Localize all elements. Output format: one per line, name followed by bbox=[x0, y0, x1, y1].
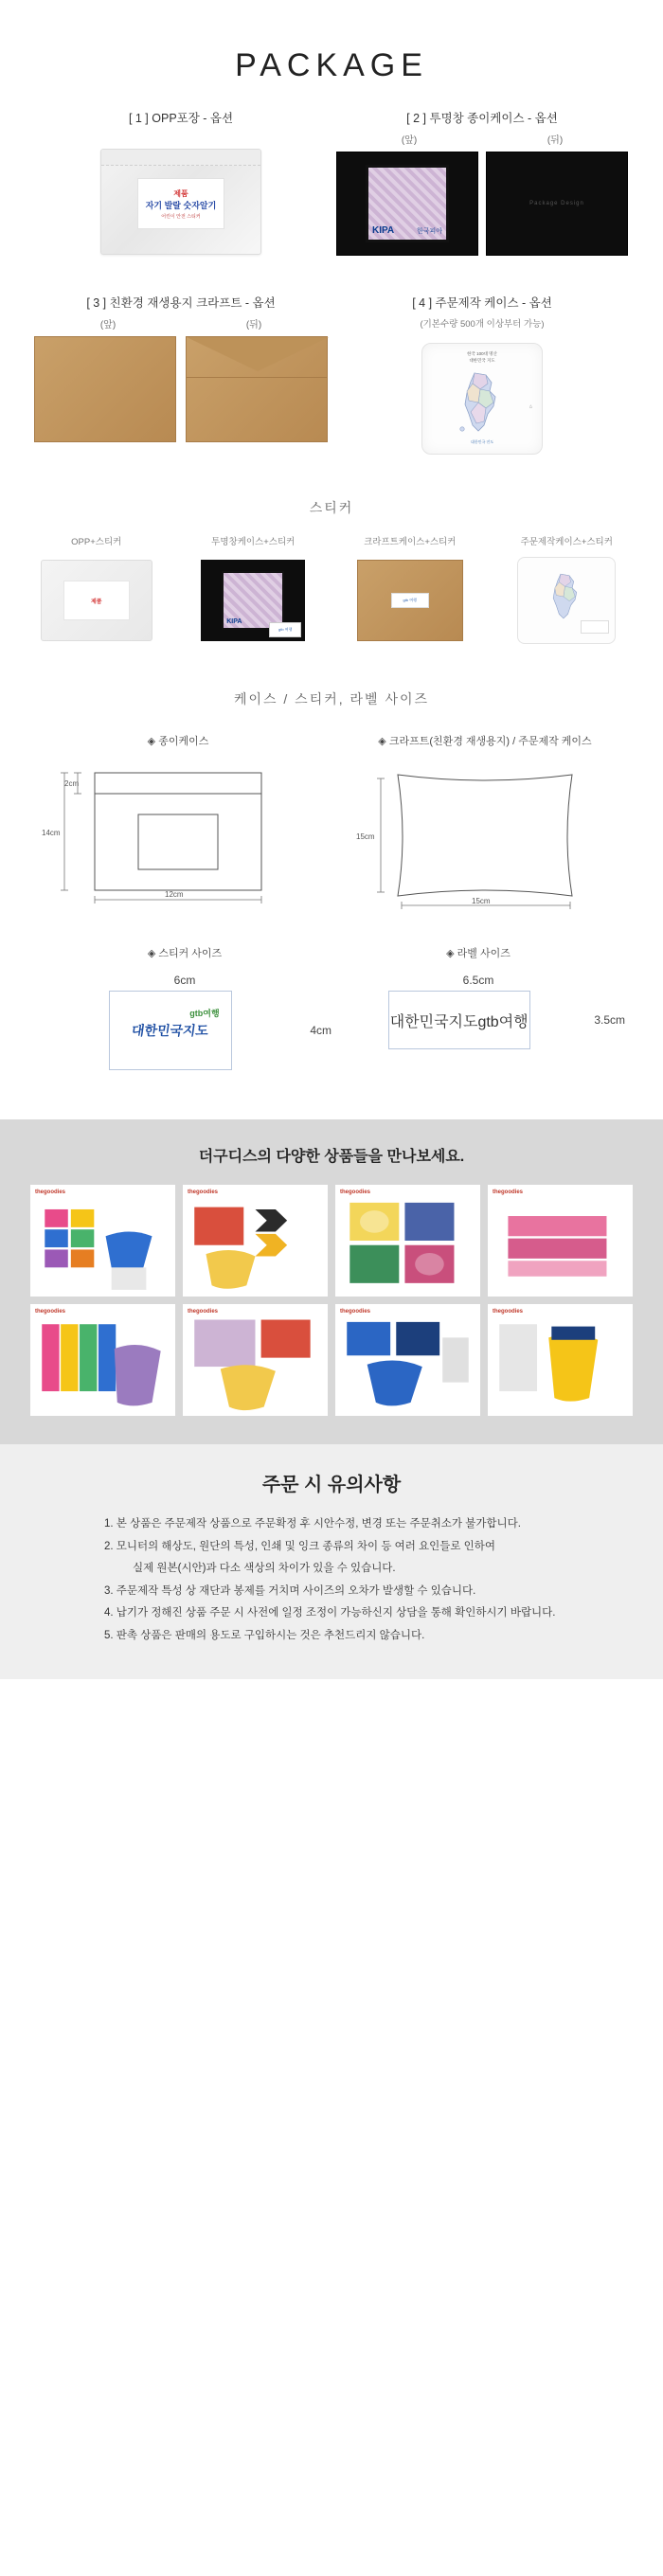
label-width-value: 6.5cm bbox=[462, 974, 494, 987]
label-preview bbox=[388, 991, 530, 1049]
sticker-label-size-row bbox=[0, 945, 663, 1070]
opp-sticker-line3: 어린이 안전 스티커 bbox=[161, 213, 201, 220]
sticker-thumb-opp-image bbox=[41, 560, 152, 641]
gallery-brand-tag: thegoodies bbox=[35, 1309, 66, 1315]
sticker-thumb-paper bbox=[180, 534, 328, 646]
notice-item-text: 납기가 정해진 상품 주문 시 사전에 일정 조정이 가능하신지 상담을 통해 확인하시기 바랍니다. bbox=[116, 1607, 556, 1619]
notice-item-number: 1. bbox=[104, 1518, 114, 1530]
package-item-3 bbox=[30, 294, 332, 455]
custom-pouch-image bbox=[421, 343, 543, 455]
transparent-window bbox=[366, 165, 449, 242]
notice-item bbox=[104, 1581, 597, 1603]
sticker-thumb-kraft-label: gtb 여행 bbox=[391, 593, 429, 608]
korea-map-graphic bbox=[454, 370, 511, 435]
svg-text:12cm: 12cm bbox=[165, 890, 184, 899]
package-row-1 bbox=[0, 109, 663, 256]
sticker-brand-text: gtb여행 bbox=[189, 1009, 220, 1018]
gallery-item-arrow-pattern-bandana[interactable] bbox=[183, 1185, 328, 1297]
sticker-preview bbox=[109, 991, 232, 1070]
kraft-case-back-image bbox=[186, 336, 328, 442]
notice-list bbox=[66, 1513, 597, 1647]
notice-item-text: 주문제작 특성 상 재단과 봉제를 거치며 사이즈의 오차가 발생할 수 있습니다. bbox=[116, 1584, 476, 1597]
gallery-item-purple-bandana-set[interactable] bbox=[30, 1304, 175, 1416]
sticker-thumb-custom-caption: 주문제작케이스+스티커 bbox=[520, 537, 613, 547]
gallery-item-art-print-squares[interactable] bbox=[335, 1185, 480, 1297]
gallery-brand-tag: thegoodies bbox=[493, 1190, 524, 1195]
sticker-section-title: 스티커 bbox=[309, 500, 354, 515]
gallery-item-yellow-bandana-mannequin[interactable] bbox=[488, 1304, 633, 1416]
opp-bag-image bbox=[100, 149, 261, 255]
paper-case-back-image bbox=[486, 152, 628, 256]
package-item-3-front-label: (앞) bbox=[99, 320, 116, 331]
notice-item bbox=[104, 1536, 597, 1581]
sticker-thumb-paper-label: gtb 여행 bbox=[269, 622, 301, 637]
gallery-item-pink-folded-scarf[interactable] bbox=[488, 1185, 633, 1297]
sticker-thumb-kraft-image bbox=[357, 560, 463, 641]
sticker-thumb-kipa-text: KIPA bbox=[226, 618, 242, 625]
korea-map-graphic-small bbox=[545, 571, 588, 622]
notice-item-number: 2. bbox=[104, 1540, 114, 1552]
pouch-bottom-text: 대한민국 전도 bbox=[470, 439, 494, 444]
notice-item bbox=[104, 1602, 597, 1625]
size-section-title: 케이스 / 스티커, 라벨 사이즈 bbox=[233, 691, 430, 707]
pouch-caption: 한국 100대 명산 대한민국 지도 bbox=[467, 351, 497, 363]
package-item-2-front-label: (앞) bbox=[401, 135, 418, 146]
gallery-item-blue-korea-bandana[interactable] bbox=[335, 1304, 480, 1416]
package-item-1 bbox=[30, 109, 332, 256]
sticker-thumb-paper-caption: 투명창케이스+스티커 bbox=[211, 537, 296, 547]
gallery-item-color-swatch-squares[interactable] bbox=[30, 1185, 175, 1297]
label-size-heading: ◈ 라벨 사이즈 bbox=[446, 948, 511, 959]
gallery-grid bbox=[30, 1185, 633, 1416]
gallery-title: 더구디스의 다양한 상품들을 만나보세요. bbox=[198, 1149, 465, 1165]
svg-text:15cm: 15cm bbox=[356, 832, 375, 841]
gallery-item-traditional-pattern-scarf[interactable] bbox=[183, 1304, 328, 1416]
opp-sticker-line2: 자기 발랄 숫자알기 bbox=[145, 200, 217, 210]
sticker-thumb-custom bbox=[493, 534, 641, 646]
package-item-4 bbox=[332, 294, 633, 455]
gallery-brand-tag: thegoodies bbox=[340, 1190, 371, 1195]
sticker-thumb-window bbox=[222, 571, 284, 630]
notice-item-number: 5. bbox=[104, 1629, 114, 1641]
svg-text:14cm: 14cm bbox=[42, 829, 61, 837]
sticker-thumb-opp-caption: OPP+스티커 bbox=[71, 537, 122, 547]
gallery-brand-tag: thegoodies bbox=[340, 1309, 371, 1315]
paper-case-size-heading: ◈ 종이케이스 bbox=[147, 736, 209, 747]
sticker-thumb-custom-image bbox=[517, 557, 616, 644]
page-title: PACKAGE bbox=[235, 47, 428, 83]
kraft-case-size-block bbox=[332, 733, 638, 913]
notice-item-text: 본 상품은 주문제작 상품으로 주문확정 후 시안수정, 변경 또는 주문취소가 불가합니다. bbox=[116, 1518, 521, 1530]
sticker-thumbnail-grid bbox=[0, 534, 663, 646]
opp-sticker-line1: 제품 bbox=[173, 188, 188, 198]
notice-item-number: 3. bbox=[104, 1584, 114, 1597]
sticker-thumb-kraft bbox=[336, 534, 484, 646]
product-gallery-section bbox=[0, 1119, 663, 1444]
package-row-2 bbox=[0, 294, 663, 455]
package-item-4-note: (기본수량 500개 이상부터 가능) bbox=[420, 319, 545, 330]
notice-item-number: 4. bbox=[104, 1607, 114, 1619]
package-item-2 bbox=[332, 109, 633, 256]
sticker-size-block bbox=[38, 945, 332, 1070]
notice-item-text: 모니터의 해상도, 원단의 특성, 인쇄 및 잉크 종류의 차이 등 여러 요인들로 인하여 bbox=[116, 1540, 496, 1552]
paper-case-front-image bbox=[336, 152, 478, 256]
package-item-2-label: [ 2 ] 투명창 종이케이스 - 옵션 bbox=[406, 112, 558, 125]
svg-text:15cm: 15cm bbox=[472, 897, 491, 905]
kraft-case-size-heading: ◈ 크라프트(친환경 재생용지) / 주문제작 케이스 bbox=[378, 736, 592, 747]
sticker-size-heading: ◈ 스티커 사이즈 bbox=[147, 948, 223, 959]
kraft-case-front-image bbox=[34, 336, 176, 442]
pouch-side-tag: △ bbox=[529, 402, 532, 408]
gallery-brand-tag: thegoodies bbox=[188, 1309, 219, 1315]
svg-text:2cm: 2cm bbox=[64, 779, 80, 788]
kipa-brand-kr-text: 한국피아 bbox=[416, 228, 442, 235]
package-item-3-back-label: (뒤) bbox=[245, 320, 262, 331]
sticker-thumb-opp-inner-text: 제품 bbox=[63, 581, 130, 620]
gallery-brand-tag: thegoodies bbox=[188, 1190, 219, 1195]
notice-title: 주문 시 유의사항 bbox=[261, 1475, 402, 1495]
kraft-case-diagram bbox=[343, 761, 627, 913]
kipa-brand-text: KIPA bbox=[372, 225, 395, 236]
gallery-brand-tag: thegoodies bbox=[493, 1309, 524, 1315]
paper-case-size-block bbox=[25, 733, 332, 913]
package-item-2-back-label: (뒤) bbox=[547, 135, 564, 146]
package-item-4-label: [ 4 ] 주문제작 케이스 - 옵션 bbox=[412, 296, 552, 310]
opp-sticker bbox=[137, 178, 224, 229]
sticker-thumb-paper-image bbox=[201, 560, 305, 641]
sticker-thumb-opp bbox=[23, 534, 170, 646]
sticker-thumb-kraft-caption: 크라프트케이스+스티커 bbox=[364, 537, 457, 547]
gallery-brand-tag: thegoodies bbox=[35, 1190, 66, 1195]
label-brand-text: gtb여행 bbox=[477, 1013, 529, 1030]
notice-item bbox=[104, 1625, 597, 1648]
label-art-text: 대한민국지도 bbox=[389, 1013, 478, 1030]
notice-item bbox=[104, 1513, 597, 1536]
label-size-block bbox=[332, 945, 625, 1070]
package-item-3-label: [ 3 ] 친환경 재생용지 크라프트 - 옵션 bbox=[86, 296, 276, 310]
sticker-width-value: 6cm bbox=[173, 974, 196, 987]
sticker-thumb-custom-label bbox=[581, 620, 609, 634]
notice-item-text: 판촉 상품은 판매의 용도로 구입하시는 것은 추천드리지 않습니다. bbox=[116, 1629, 425, 1641]
package-item-1-label: [ 1 ] OPP포장 - 옵션 bbox=[128, 112, 234, 125]
sticker-art-text: 대한민국지도 bbox=[130, 1023, 210, 1038]
paper-case-back-logo: Package Design bbox=[529, 201, 584, 206]
sticker-height-value: 4cm bbox=[310, 1024, 332, 1037]
label-height-value: 3.5cm bbox=[594, 1013, 625, 1027]
order-notice-section bbox=[0, 1444, 663, 1679]
case-size-row bbox=[0, 733, 663, 913]
notice-item-subtext: 실제 원본(시안)과 다소 색상의 차이가 있을 수 있습니다. bbox=[133, 1563, 396, 1575]
paper-case-diagram bbox=[36, 761, 320, 903]
